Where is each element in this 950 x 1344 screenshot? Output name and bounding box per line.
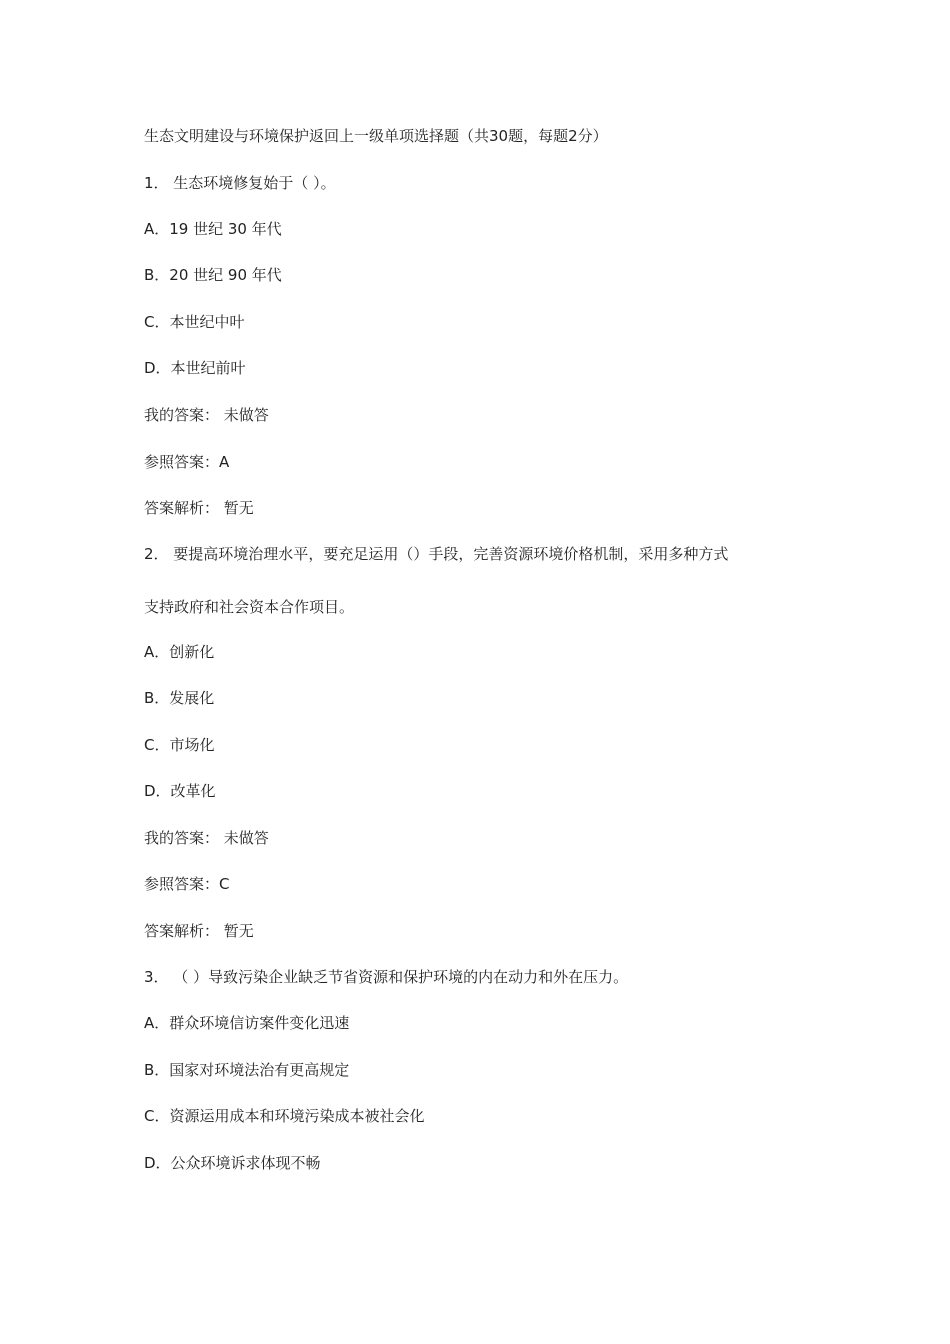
question-1-option-c: C．本世纪中叶 — [144, 313, 245, 331]
question-1-option-b: B．20 世纪 90 年代 — [144, 266, 282, 284]
document-header: 生态文明建设与环境保护返回上一级单项选择题（共30题，每题2分） — [144, 127, 608, 145]
question-3-option-b: B．国家对环境法治有更高规定 — [144, 1061, 350, 1079]
question-1-option-d: D．本世纪前叶 — [144, 359, 246, 377]
question-3-option-a: A．群众环境信访案件变化迅速 — [144, 1014, 350, 1032]
question-1-option-a: A．19 世纪 30 年代 — [144, 220, 282, 238]
question-1-reference-answer: 参照答案：A — [144, 453, 230, 471]
question-1-my-answer: 我的答案： 未做答 — [144, 406, 269, 424]
question-3-option-c: C．资源运用成本和环境污染成本被社会化 — [144, 1107, 425, 1125]
question-2-reference-answer: 参照答案：C — [144, 875, 230, 893]
question-1-stem: 1． 生态环境修复始于（ ）。 — [144, 174, 336, 192]
question-2-option-d: D．改革化 — [144, 782, 216, 800]
question-2-option-a: A．创新化 — [144, 643, 215, 661]
question-2-option-c: C．市场化 — [144, 736, 215, 754]
question-2-stem-line1: 2． 要提高环境治理水平，要充足运用（）手段，完善资源环境价格机制，采用多种方式 — [144, 545, 729, 563]
question-2-option-b: B．发展化 — [144, 689, 215, 707]
question-2-my-answer: 我的答案： 未做答 — [144, 829, 269, 847]
question-1-analysis: 答案解析： 暂无 — [144, 499, 254, 517]
question-2-analysis: 答案解析： 暂无 — [144, 922, 254, 940]
question-3-option-d: D．公众环境诉求体现不畅 — [144, 1154, 321, 1172]
question-2-stem-line2: 支持政府和社会资本合作项目。 — [144, 598, 355, 616]
question-3-stem: 3． （ ）导致污染企业缺乏节省资源和保护环境的内在动力和外在压力。 — [144, 968, 629, 986]
